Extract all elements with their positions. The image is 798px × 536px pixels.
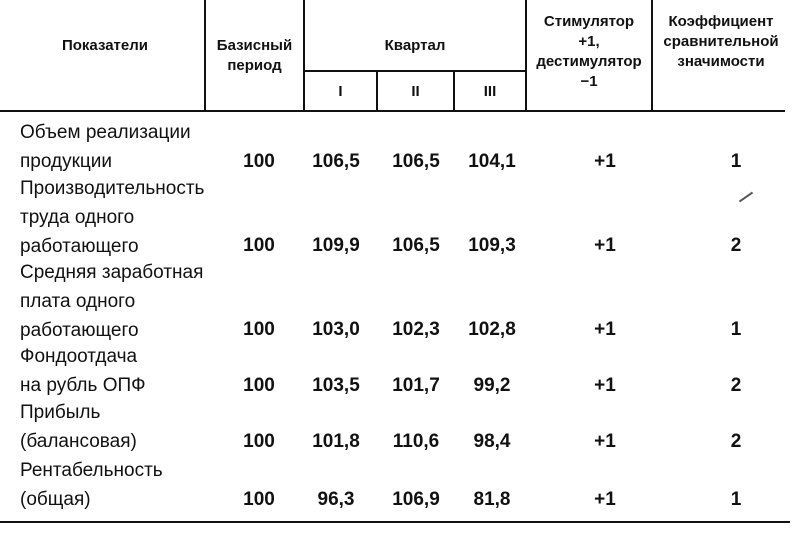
row-2-stim: +1 [594,235,616,256]
row-3-q1: 103,0 [312,319,360,340]
row-3-q2: 102,3 [392,319,440,340]
row-4-q3: 99,2 [473,375,511,396]
pen-mark [739,192,753,203]
row-6-coef: 1 [730,489,742,510]
row-5-stim: +1 [594,431,616,452]
row-5-q1: 101,8 [312,431,360,452]
row-4-coef: 2 [730,375,742,396]
row-3-base: 100 [243,319,275,340]
row-1-base: 100 [243,151,275,172]
row-1-stim: +1 [594,151,616,172]
header-indicators: Показатели [61,37,148,54]
table-bottom-rule [0,521,790,523]
row-1-coef: 1 [730,151,742,172]
row-6-stim: +1 [594,489,616,510]
row-2-label: Производительность труда одного работающего [20,178,205,257]
row-6-label: Рентабельность (общая) [20,460,163,510]
row-5-label: Прибыль (балансовая) [20,402,137,452]
header-base-period: Базисный период [216,37,293,74]
row-4-stim: +1 [594,375,616,396]
header-stimulator: Стимулятор +1, дестимулятор −1 [536,13,642,90]
row-1-q1: 106,5 [312,151,360,172]
row-6-base: 100 [243,489,275,510]
row-2-coef: 2 [730,235,742,256]
header-bottom-rule [0,110,785,112]
row-1-q3: 104,1 [468,151,516,172]
row-5-coef: 2 [730,431,742,452]
row-5-base: 100 [243,431,275,452]
row-5-q2: 110,6 [392,431,440,452]
row-3-coef: 1 [730,319,742,340]
row-2-q3: 109,3 [468,235,516,256]
row-3-label: Средняя заработная плата одного работающего [20,262,204,341]
row-1-label: Объем реализации продукции [20,122,191,172]
row-3-q3: 102,8 [468,319,516,340]
header-quarter: Квартал [384,37,446,54]
quarter-sub-rule [304,70,526,72]
header-coefficient: Коэффициент сравнительной значимости [663,13,779,70]
row-3-stim: +1 [594,319,616,340]
row-2-q1: 109,9 [312,235,360,256]
row-4-q1: 103,5 [312,375,360,396]
row-1-q2: 106,5 [392,151,440,172]
row-5-q3: 98,4 [473,431,511,452]
header-q3: III [483,83,497,100]
row-2-base: 100 [243,235,275,256]
row-4-q2: 101,7 [392,375,440,396]
header-q1: I [338,83,343,100]
header-q2: II [411,83,420,100]
row-2-q2: 106,5 [392,235,440,256]
row-6-q3: 81,8 [473,489,511,510]
row-6-q1: 96,3 [317,489,355,510]
row-4-label: Фондоотдача на рубль ОПФ [20,346,146,396]
row-4-base: 100 [243,375,275,396]
row-6-q2: 106,9 [392,489,440,510]
